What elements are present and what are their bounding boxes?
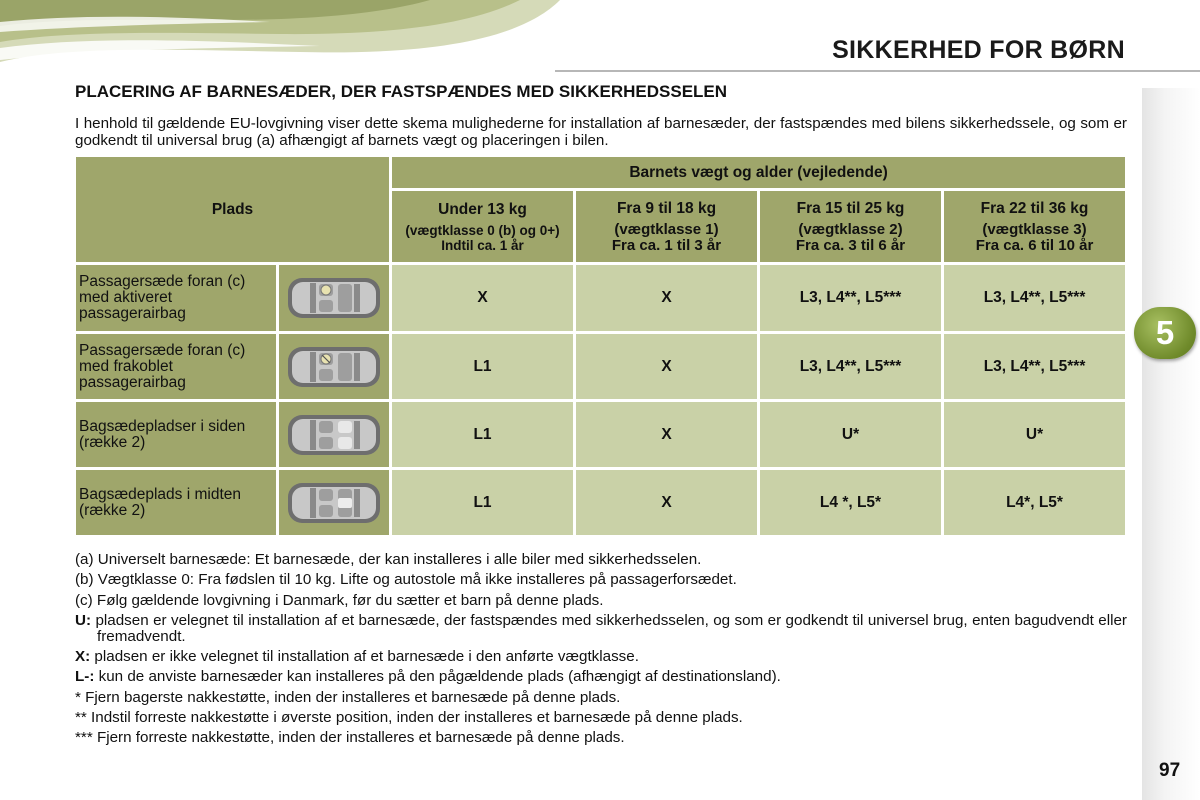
column-title: Fra 9 til 18 kg [616, 199, 717, 217]
seat-position-label: Bagsædepladser i siden (række 2) [76, 402, 276, 467]
footnote-text: kun de anviste barnesæder kan installeres på den pågældende plads (afhængigt af destinationsland). [98, 668, 781, 686]
chapter-title: SIKKERHED FOR BØRN [832, 36, 1125, 64]
column-title: Under 13 kg [438, 200, 527, 218]
column-age: Indtil ca. 1 år [441, 237, 524, 253]
table-cell: X [576, 402, 757, 467]
table-cell: X [576, 265, 757, 331]
child-seat-table [73, 154, 1128, 538]
weight-age-group-header: Barnets vægt og alder (vejledende) [392, 157, 1125, 188]
footnote-key: L-: [75, 668, 95, 686]
intro-paragraph: I henhold til gældende EU-lovgivning viser dette skema mulighederne for installation af barnesæder, der fastspændes med bilens sikkerhedssele, og som er godkendt til universal brug (a) afhængigt af barnets vægt og placeringen i bilen. [75, 115, 1127, 149]
footnote-text: * Fjern bagerste nakkestøtte, inden der installeres et barnesæde på denne plads. [75, 688, 621, 706]
table-cell: L3, L4**, L5*** [760, 265, 941, 331]
car-top-view-front-passenger-airbag-off-icon [279, 334, 389, 399]
table-cell: L1 [392, 402, 573, 467]
plads-header: Plads [76, 157, 389, 262]
car-top-view-rear-side-seats-icon [279, 402, 389, 467]
table-row [76, 334, 1125, 399]
footnotes [75, 552, 1127, 751]
footnote [75, 690, 1127, 706]
header-rule [555, 70, 1200, 72]
car-top-view-rear-center-seat-icon [279, 470, 389, 535]
table-row [76, 265, 1125, 331]
decorative-swoosh [0, 0, 560, 90]
right-margin-bar [1142, 88, 1200, 800]
table-row [76, 402, 1125, 467]
footnote-text: pladsen er velegnet til installation af et barnesæde, der fastspændes med sikkerhedsselen, og som er godkendt til universel brug, enten bagudvendt eller fremadvendt. [95, 611, 1127, 645]
table-cell: L3, L4**, L5*** [944, 265, 1125, 331]
column-age: Fra ca. 1 til 3 år [611, 236, 722, 254]
column-title: Fra 22 til 36 kg [980, 199, 1089, 217]
table-cell: L4*, L5* [944, 470, 1125, 535]
table-cell: L1 [392, 470, 573, 535]
seat-position-label: Bagsædeplads i midten (række 2) [76, 470, 276, 535]
column-header [944, 191, 1125, 262]
footnote [75, 649, 1127, 665]
table-cell: L4 *, L5* [760, 470, 941, 535]
footnote-key: X: [75, 648, 91, 666]
table-cell: X [576, 334, 757, 399]
column-age: Fra ca. 6 til 10 år [975, 236, 1094, 254]
page-number: 97 [1159, 760, 1181, 781]
footnote [75, 572, 1127, 588]
table-cell: L3, L4**, L5*** [760, 334, 941, 399]
column-age: Fra ca. 3 til 6 år [795, 236, 906, 254]
column-header [760, 191, 941, 262]
footnote-text: ** Indstil forreste nakkestøtte i øverste position, inden der installeres et barnesæde på denne plads. [75, 709, 743, 727]
seat-position-label: Passagersæde foran (c) med aktiveret passagerairbag [76, 265, 276, 331]
section-title: PLACERING AF BARNESÆDER, DER FASTSPÆNDES MED SIKKERHEDSSELEN [75, 82, 728, 101]
footnote-text: (a) Universelt barnesæde: Et barnesæde, der kan installeres i alle biler med sikkerhedsselen. [75, 551, 702, 568]
table-cell: X [392, 265, 573, 331]
footnote-text: *** Fjern forreste nakkestøtte, inden der installeres et barnesæde på denne plads. [75, 729, 625, 747]
seat-position-label: Passagersæde foran (c) med frakoblet passagerairbag [76, 334, 276, 399]
table-cell: U* [760, 402, 941, 467]
column-class: (vægtklasse 1) [614, 220, 719, 238]
footnote [75, 669, 1127, 685]
footnote [75, 552, 1127, 568]
chapter-number-badge: 5 [1134, 307, 1196, 359]
column-header [576, 191, 757, 262]
table-cell: L1 [392, 334, 573, 399]
footnote-text: (c) Følg gældende lovgivning i Danmark, før du sætter et barn på denne plads. [75, 591, 604, 609]
footnote-key: U: [75, 611, 92, 629]
footnote-text: (b) Vægtklasse 0: Fra fødslen til 10 kg. Lifte og autostole må ikke installeres på passagerforsædet. [75, 571, 737, 589]
column-header [392, 191, 573, 262]
car-top-view-front-passenger-airbag-on-icon [279, 265, 389, 331]
footnote [75, 730, 1127, 746]
footnote [75, 613, 1127, 645]
table-cell: U* [944, 402, 1125, 467]
table-cell: X [576, 470, 757, 535]
column-title: Fra 15 til 25 kg [796, 199, 905, 217]
column-class: (vægtklasse 0 (b) og 0+) [405, 222, 560, 238]
footnote [75, 593, 1127, 609]
column-class: (vægtklasse 3) [982, 220, 1087, 238]
footnote [75, 710, 1127, 726]
column-class: (vægtklasse 2) [798, 220, 903, 238]
table-row [76, 470, 1125, 535]
footnote-text: pladsen er ikke velegnet til installation af et barnesæde i den anførte vægtklasse. [94, 648, 639, 666]
table-cell: L3, L4**, L5*** [944, 334, 1125, 399]
